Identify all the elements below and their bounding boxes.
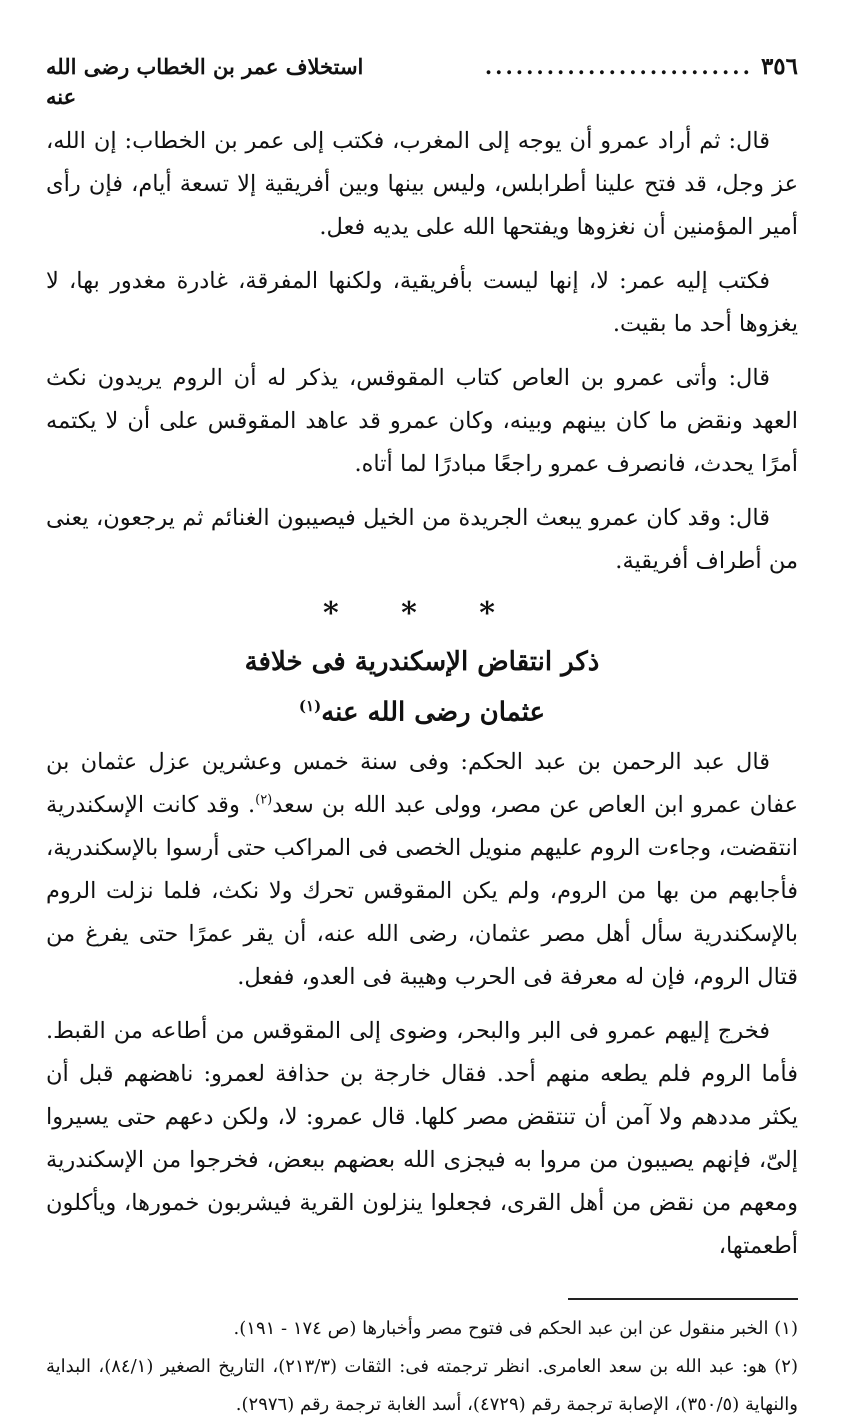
running-title: استخلاف عمر بن الخطاب رضى الله عنه [46,54,364,109]
footnote: (٢) هو: عبد الله بن سعد العامرى. انظر ترجمته فى: الثقات (٢١٣/٣)، التاريخ الصغير (٨٤/١)، البداية والنهاية (٣٥٠/٥)، الإصابة ترجمة رقم (٤٧٢٩)، أسد الغابة ترجمة رقم (٢٩٧٦). [46,1355,798,1415]
footnote-ref: (٢) [255,792,273,808]
paragraph: قال: وأتى عمرو بن العاص كتاب المقوقس، يذكر له أن الروم يريدون نكث العهد ونقض ما كان بينهم وبينه، وكان عمرو قد عاهد المقوقس على أن لا يكتمه أمرًا يحدث، فانصرف عمرو راجعًا مبادرًا لما أتاه. [46,365,798,477]
paragraph [46,741,798,999]
footnote-ref: (١) [298,697,322,715]
paragraph: قال: ثم أراد عمرو أن يوجه إلى المغرب، فكتب إلى عمر بن الخطاب: إن الله، عز وجل، قد فتح علينا أطرابلس، وليس بينها وبين أفريقية إلا تسعة أيام، فإن رأى أمير المؤمنين أن نغزوها ويفتحها الله على يديه فعل. [46,128,798,240]
footnote: (١) الخبر منقول عن ابن عبد الحكم فى فتوح مصر وأخبارها (ص ١٧٤ - ١٩١). [233,1317,798,1339]
paragraph-text: . وقد كانت الإسكندرية انتقضت، وجاءت الروم عليهم منويل الخصى فى المراكب حتى أرسوا بالإسكندرية، فأجابهم من بها من الروم، ولم يكن المقوقس تحرك ولا نكث، فلما نزلت الروم بالإسكندرية سأل أهل مصر عثمان، رضى الله عنه، أن يقر عمرًا حتى يفرغ من قتال الروم، فإن له معرفة فى الحرب وهيبة فى العدو، ففعل. [46,791,798,990]
section-title-line-2-text: عثمان رضى الله عنه [321,697,546,728]
section-title [46,640,798,735]
footnote-divider [568,1298,798,1300]
page-number: ٣٥٦ [760,53,798,80]
paragraph-text: قال عبد الرحمن بن عبد الحكم: وفى سنة خمس وعشرين عزل عثمان بن عفان عمرو ابن العاص عن مصر، وولى عبد الله بن سعد [46,748,798,818]
paragraph: فخرج إليهم عمرو فى البر والبحر، وضوى إلى المقوقس من أطاعه من القبط. فأما الروم فلم يطعه منهم أحد. فقال خارجة بن حذافة لعمرو: ناهضهم قبل أن يكثر مددهم ولا آمن أن تنتقض مصر كلها. قال عمرو: لا، ولكن دعهم حتى يسيروا إلىّ، فإنهم يصيبون من مروا به فيجزى الله بعضهم ببعض، فخرجوا من الإسكندرية ومعهم من نقض من أهل القرى، فجعلوا ينزلون القرية فيشربون خمورها، ويأكلون أطعمتها، [46,1017,798,1259]
section-title-line-2 [46,684,798,735]
section-separator: * * * [323,596,521,631]
section-title-line-1: ذكر انتقاض الإسكندرية فى خلافة [244,647,600,677]
running-header [46,52,798,112]
paragraph: فكتب إليه عمر: لا، إنها ليست بأفريقية، ولكنها المفرقة، غادرة مغدور بها، لا يغزوها أحد ما بقيت. [46,268,798,337]
header-dots: .......................... [484,54,753,79]
paragraph: قال: وقد كان عمرو يبعث الجريدة من الخيل فيصيبون الغنائم ثم يرجعون، يعنى من أطراف أفريقية. [46,505,798,574]
